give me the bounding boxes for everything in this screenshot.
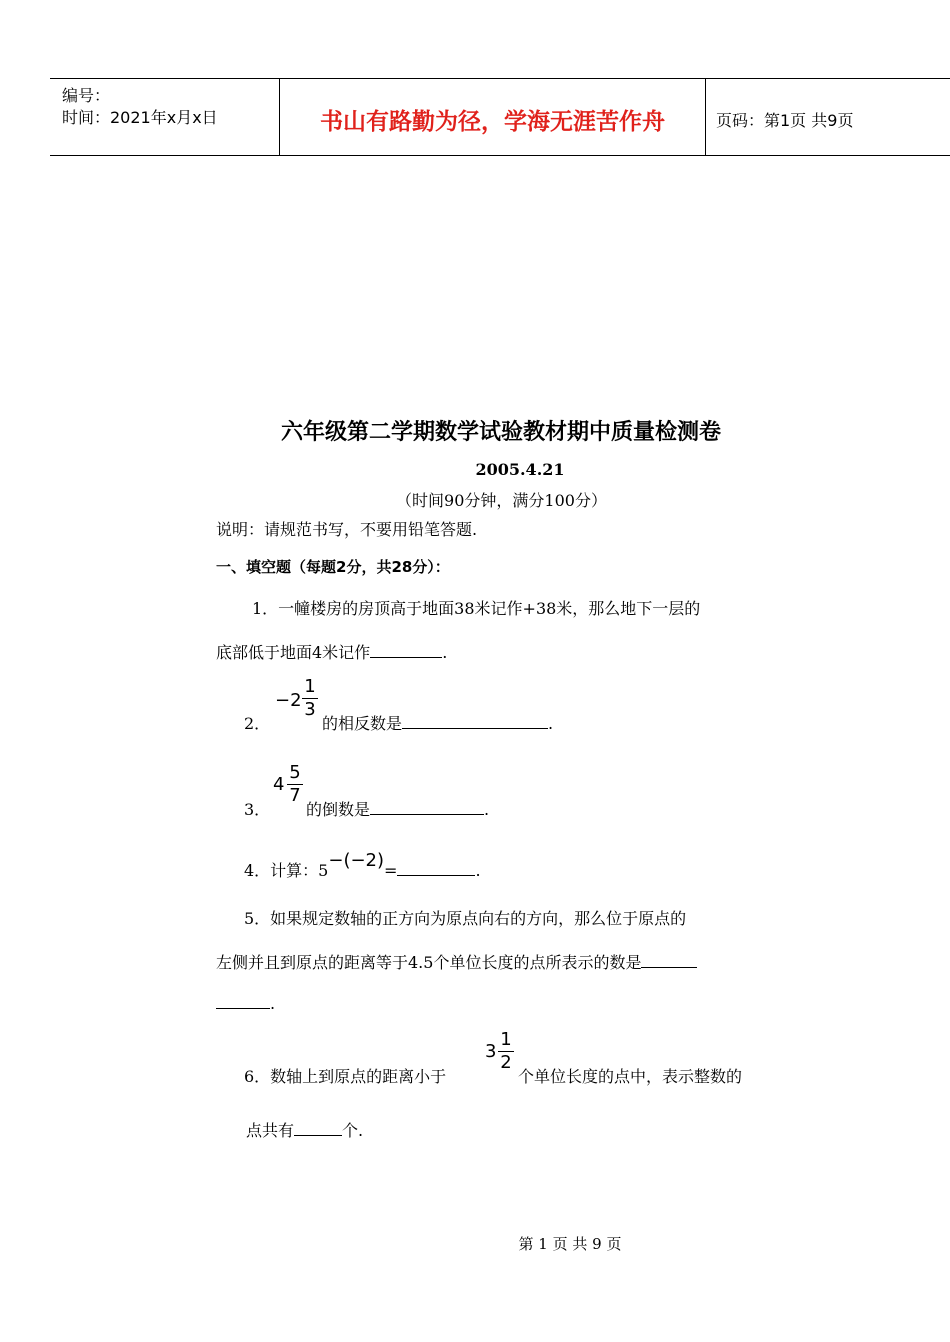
q2-fraction <box>302 677 318 720</box>
q2-denominator: 3 <box>304 699 316 720</box>
q5-line2: 左侧并且到原点的距离等于4.5个单位长度的点所表示的数是 <box>216 950 697 973</box>
q6-prefix: 6．数轴上到原点的距离小于 <box>244 1067 447 1086</box>
exam-title: 六年级第二学期数学试验教材期中质量检测卷 <box>280 419 721 445</box>
q3-prefix: 3． <box>244 800 271 819</box>
page-footer: 第 1 页 共 9 页 <box>518 1235 622 1253</box>
exam-duration: （时间90分钟，满分100分） <box>396 491 607 510</box>
q3-text: 的倒数是 . <box>306 800 490 819</box>
code-label: 编号： <box>62 86 111 105</box>
page-info: 页码：第1页 共9页 <box>716 111 854 130</box>
answer-blank[interactable] <box>216 994 270 1009</box>
answer-blank[interactable] <box>370 800 484 815</box>
exam-date: 2005.4.21 <box>475 460 565 479</box>
answer-blank[interactable] <box>397 861 475 876</box>
q6-fraction <box>498 1030 514 1073</box>
q1-line1: 1．一幢楼房的房顶高于地面38米记作+38米，那么地下一层的 <box>252 599 701 618</box>
instructions: 说明：请规范书写，不要用铅笔答题. <box>216 520 478 539</box>
header-page-cell <box>706 79 950 155</box>
answer-blank[interactable] <box>294 1121 342 1136</box>
q3-numerator: 5 <box>289 762 301 783</box>
q6-line2: 点共有 个. <box>246 1121 364 1140</box>
q5-line1: 5．如果规定数轴的正方向为原点向右的方向，那么位于原点的 <box>244 909 687 928</box>
q3-fraction <box>287 763 303 806</box>
answer-blank[interactable] <box>402 714 548 729</box>
header-motto-cell <box>280 79 706 155</box>
q3-denominator: 7 <box>289 785 301 806</box>
page-header <box>50 78 950 156</box>
q2-whole: −2 <box>275 690 302 711</box>
q6-numerator: 1 <box>500 1029 512 1050</box>
q2-numerator: 1 <box>304 676 316 697</box>
q1-line2: 底部低于地面4米记作 . <box>216 643 448 662</box>
answer-blank[interactable] <box>641 953 697 968</box>
q2-text: 的相反数是 . <box>322 714 554 733</box>
header-meta-cell <box>50 79 280 155</box>
motto: 书山有路勤为径，学海无涯苦作舟 <box>320 109 665 135</box>
q4-exponent: −(−2) <box>328 850 385 871</box>
answer-blank[interactable] <box>370 643 442 658</box>
q4-line: 4．计算：5−(−2)= . <box>244 850 481 880</box>
q6-denominator: 2 <box>500 1052 512 1073</box>
time-label: 时间：2021年x月x日 <box>62 108 218 127</box>
section-heading: 一、填空题（每题2分，共28分）： <box>216 558 450 576</box>
q5-line3: . <box>216 994 275 1013</box>
q2-prefix: 2． <box>244 714 271 733</box>
q6-whole: 3 <box>485 1041 497 1062</box>
q3-whole: 4 <box>273 774 285 795</box>
q6-text: 个单位长度的点中，表示整数的 <box>518 1067 743 1086</box>
